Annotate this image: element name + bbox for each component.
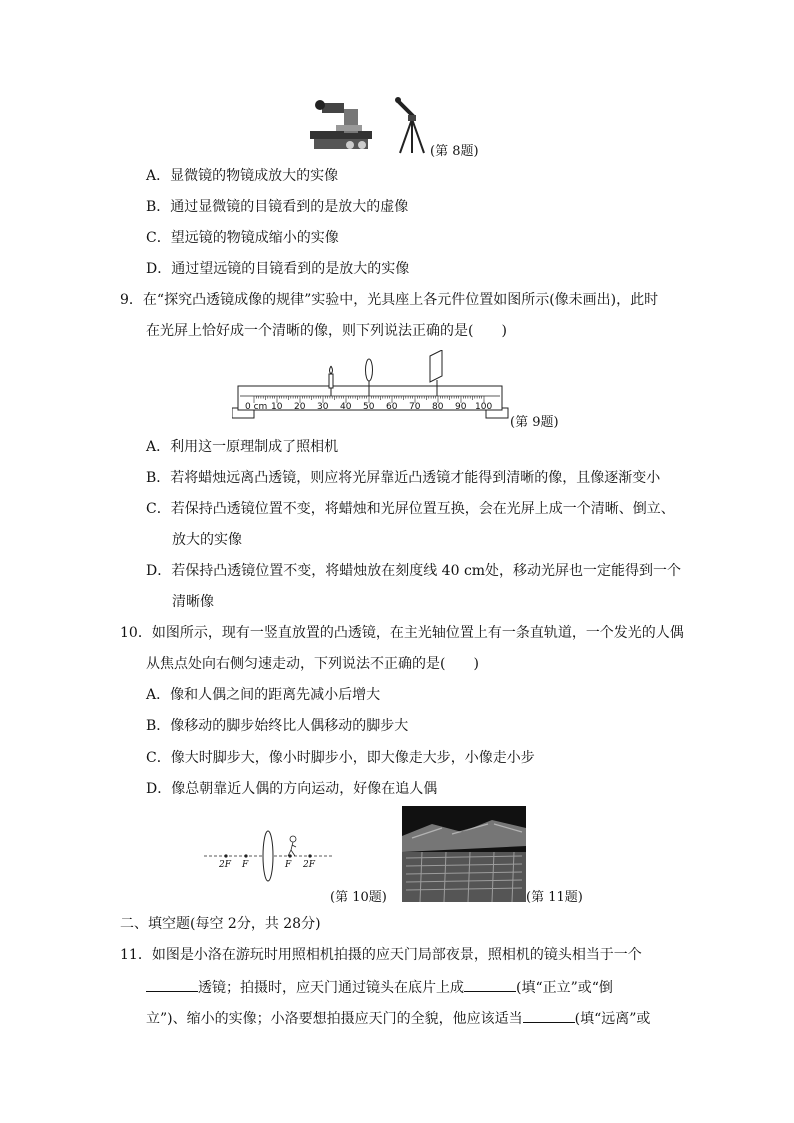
label-f-left: F: [242, 860, 249, 870]
q8-option-c: C．望远镜的物镜成缩小的实像: [146, 230, 339, 246]
ruler-tick-label: 70: [409, 402, 421, 412]
telescope-image: [392, 95, 432, 155]
ruler-tick-label: 30: [317, 402, 329, 412]
ruler-unit-label: 0 cm: [245, 402, 268, 412]
figure-caption-q10: (第 10题): [330, 890, 387, 905]
section-title: 二、填空题(每空 2分，共 28分): [120, 916, 321, 932]
q9-stem-line2: 在光屏上恰好成一个清晰的像，则下列说法正确的是( ): [146, 323, 507, 339]
ruler-tick-label: 10: [271, 402, 283, 412]
q10-option-a: A．像和人偶之间的距离先减小后增大: [146, 687, 381, 703]
answer-blank-1[interactable]: [146, 977, 198, 992]
lens-diagram-q10: [204, 828, 332, 900]
q9-option-d-line1: D．若保持凸透镜位置不变，将蜡烛放在刻度线 40 cm处，移动光屏也一定能得到一个: [146, 563, 682, 579]
q9-option-c-line1: C．若保持凸透镜位置不变，将蜡烛和光屏位置互换，会在光屏上成一个清晰、倒立、: [146, 501, 675, 517]
q11-stem-line2: [146, 977, 613, 997]
q9-option-a: A．利用这一原理制成了照相机: [146, 439, 339, 455]
q11-line3-text-b: (填“远离”或: [574, 1011, 651, 1027]
ruler-tick-label: 50: [363, 402, 375, 412]
label-f-right: F: [285, 860, 292, 870]
q10-stem-line2: 从焦点处向右侧匀速走动，下列说法不正确的是( ): [146, 656, 479, 672]
q8-option-a: A．显微镜的物镜成放大的实像: [146, 168, 339, 184]
ruler-tick-label: 90: [455, 402, 467, 412]
q10-option-c: C．像大时脚步大，像小时脚步小，即大像走大步，小像走小步: [146, 750, 535, 766]
ruler-tick-label: 40: [340, 402, 352, 412]
ruler-tick-label: 20: [294, 402, 306, 412]
q8-option-b: B．通过显微镜的目镜看到的是放大的虚像: [146, 199, 409, 215]
q9-option-d-line2: 清晰像: [172, 594, 214, 610]
q11-line2-text-a: 透镜；拍摄时，应天门通过镜头在底片上成: [198, 980, 464, 996]
label-2f-left: 2F: [219, 860, 231, 870]
answer-blank-2[interactable]: [464, 977, 516, 992]
q9-stem-line1: 9．在“探究凸透镜成像的规律”实验中，光具座上各元件位置如图所示(像未画出)，此时: [120, 292, 659, 308]
q11-stem-line3: [146, 1008, 650, 1028]
label-2f-right: 2F: [303, 860, 315, 870]
ruler-tick-label: 100: [475, 402, 493, 412]
q8-option-d: D．通过望远镜的目镜看到的是放大的实像: [146, 261, 410, 277]
q9-option-c-line2: 放大的实像: [172, 532, 242, 548]
q10-option-b: B．像移动的脚步始终比人偶移动的脚步大: [146, 718, 409, 734]
q11-line2-text-b: (填“正立”或“倒: [516, 980, 613, 996]
q9-option-b: B．若将蜡烛远离凸透镜，则应将光屏靠近凸透镜才能得到清晰的像，且像逐渐变小: [146, 470, 661, 486]
q11-stem-line1: 11．如图是小洛在游玩时用照相机拍摄的应天门局部夜景，照相机的镜头相当于一个: [120, 947, 642, 963]
q11-line3-text-a: 立”)、缩小的实像；小洛要想拍摄应天门的全貌，他应该适当: [146, 1011, 523, 1027]
q10-option-d: D．像总朝靠近人偶的方向运动，好像在追人偶: [146, 781, 438, 797]
ruler-tick-label: 60: [386, 402, 398, 412]
figure-caption-q11: (第 11题): [526, 890, 583, 905]
answer-blank-3[interactable]: [523, 1008, 575, 1023]
ruler-tick-label: 80: [432, 402, 444, 412]
night-photo-q11: [402, 806, 526, 902]
figure-caption-q9: (第 9题): [510, 415, 559, 430]
optical-bench-figure: [232, 350, 514, 428]
figure-caption-q8: (第 8题): [430, 144, 479, 159]
q10-stem-line1: 10．如图所示，现有一竖直放置的凸透镜，在主光轴位置上有一条直轨道，一个发光的人偶: [120, 625, 684, 641]
microscope-image: [306, 95, 376, 155]
